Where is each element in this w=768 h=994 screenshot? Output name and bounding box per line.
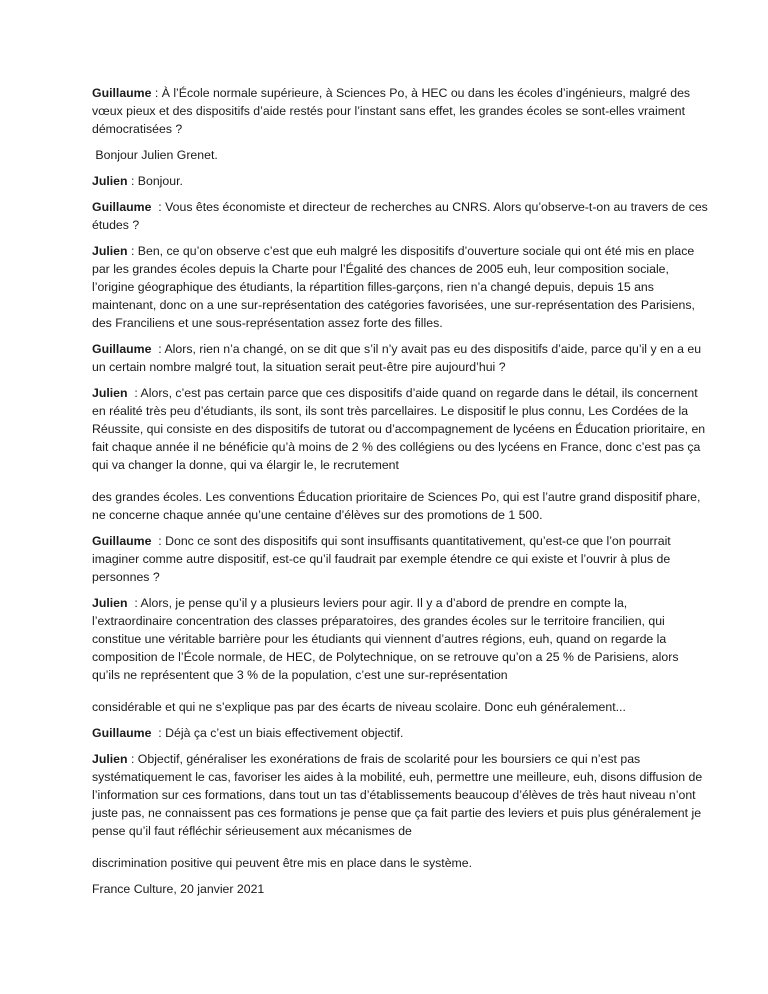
- source-citation: [92, 880, 708, 898]
- speaker-name: Julien: [92, 244, 128, 258]
- paragraph: [92, 532, 708, 586]
- paragraph-continuation: [92, 488, 708, 524]
- paragraph: [92, 146, 708, 164]
- speaker-separator: :: [127, 244, 138, 258]
- paragraph: [92, 340, 708, 376]
- paragraph-text: des grandes écoles. Les conventions Éducation prioritaire de Sciences Po, qui est l’autre grand dispositif phare, ne concerne chaque année qu’une centaine d’élèves sur des promotions de 1 500.: [92, 490, 701, 522]
- speaker-separator: :: [151, 86, 162, 100]
- paragraph: [92, 198, 708, 234]
- speaker-separator: :: [127, 174, 138, 188]
- speaker-separator: :: [151, 726, 166, 740]
- speaker-separator: :: [151, 342, 165, 356]
- speaker-name: Julien: [92, 596, 128, 610]
- source-text: France Culture, 20 janvier 2021: [92, 882, 265, 896]
- paragraph-text: Objectif, généraliser les exonérations de frais de scolarité pour les boursiers ce qui n’est pas systématiquement le cas, favoriser les aides à la mobilité, euh, permettre une meilleure, euh, disons diffusion de l’information sur ces formations, dans tout un tas d’établissements beaucoup d’élèves de très haut niveau n’ont juste pas, ne connaissent pas ces formations je pense que ça fait partie des leviers et puis plus généralement je pense qu’il faut réfléchir sérieusement aux mécanismes de: [92, 752, 703, 838]
- paragraph-text: discrimination positive qui peuvent être mis en place dans le système.: [92, 856, 473, 870]
- paragraph-text: Bonjour Julien Grenet.: [92, 148, 218, 162]
- paragraph-text: Donc ce sont des dispositifs qui sont insuffisants quantitativement, qu’est-ce que l’on pourrait imaginer comme autre dispositif, est-ce qu’il faudrait par exemple étendre ce qui existe et l’ouvrir à plus de personnes ?: [92, 534, 671, 584]
- speaker-name: Guillaume: [92, 726, 152, 740]
- paragraph: [92, 594, 708, 684]
- paragraph: [92, 384, 708, 474]
- paragraph-continuation: [92, 854, 708, 872]
- speaker-name: Guillaume: [92, 342, 152, 356]
- paragraph-continuation: [92, 698, 708, 716]
- speaker-separator: :: [151, 534, 166, 548]
- speaker-name: Guillaume: [92, 534, 152, 548]
- speaker-name: Julien: [92, 174, 128, 188]
- speaker-name: Guillaume: [92, 200, 152, 214]
- paragraph-text: Ben, ce qu’on observe c’est que euh malgré les dispositifs d’ouverture sociale qui ont été mis en place par les grandes écoles depuis la Charte pour l’Égalité des chances de 2005 euh, leur composition sociale, l’origine géographique des étudiants, la répartition filles-garçons, rien n’a changé depuis, depuis 15 ans maintenant, donc on a une sur-représentation des catégories favorisées, une sur-représentation des Parisiens, des Franciliens et une sous-représentation assez forte des filles.: [92, 244, 695, 330]
- paragraph: [92, 750, 708, 840]
- paragraph-text: Bonjour.: [137, 174, 183, 188]
- paragraph: [92, 242, 708, 332]
- paragraph-text: Vous êtes économiste et directeur de recherches au CNRS. Alors qu’observe-t-on au travers de ces études ?: [92, 200, 708, 232]
- speaker-separator: :: [127, 752, 138, 766]
- speaker-separator: :: [151, 200, 166, 214]
- paragraph: [92, 84, 708, 138]
- paragraph: [92, 724, 708, 742]
- paragraph: [92, 172, 708, 190]
- paragraph-text: Alors, rien n’a changé, on se dit que s’il n’y avait pas eu des dispositifs d’aide, parce qu’il y en a eu un certain nombre malgré tout, la situation serait peut-être pire aujourd’hui ?: [92, 342, 702, 374]
- paragraph-text: Alors, c’est pas certain parce que ces dispositifs d’aide quand on regarde dans le détail, ils concernent en réalité très peu d’étudiants, ils sont, ils sont très parcellaires. Le dispositif le plus connu, Les Cordées de la Réussite, qui consiste en des dispositifs de tutorat ou d’accompagnement de lycéens en Éducation prioritaire, en fait chaque année il ne bénéficie qu’à moins de 2 % des collégiens ou des lycéens en France, donc c’est pas ça qui va changer la donne, qui va élargir le, le recrutement: [92, 386, 706, 472]
- paragraph-text: Alors, je pense qu’il y a plusieurs leviers pour agir. Il y a d’abord de prendre en compte la, l’extraordinaire concentration des classes préparatoires, des grandes écoles sur le territoire francilien, qui constitue une véritable barrière pour les étudiants qui viennent d’autres régions, euh, quand on regarde la composition de l’École normale, de HEC, de Polytechnique, on se retrouve qu’on a 25 % de Parisiens, alors qu’ils ne représentent que 3 % de la population, c’est une sur-représentation: [92, 596, 679, 682]
- speaker-separator: :: [127, 596, 141, 610]
- paragraph-text: considérable et qui ne s’explique pas par des écarts de niveau scolaire. Donc euh généralement...: [92, 700, 626, 714]
- speaker-name: Julien: [92, 752, 128, 766]
- speaker-name: Julien: [92, 386, 128, 400]
- speaker-separator: :: [127, 386, 141, 400]
- paragraph-text: À l’École normale supérieure, à Sciences Po, à HEC ou dans les écoles d’ingénieurs, malgré des vœux pieux et des dispositifs d’aide restés pour l’instant sans effet, les grandes écoles se sont-elles vraiment démocratisées ?: [92, 86, 691, 136]
- paragraph-text: Déjà ça c’est un biais effectivement objectif.: [165, 726, 404, 740]
- speaker-name: Guillaume: [92, 86, 152, 100]
